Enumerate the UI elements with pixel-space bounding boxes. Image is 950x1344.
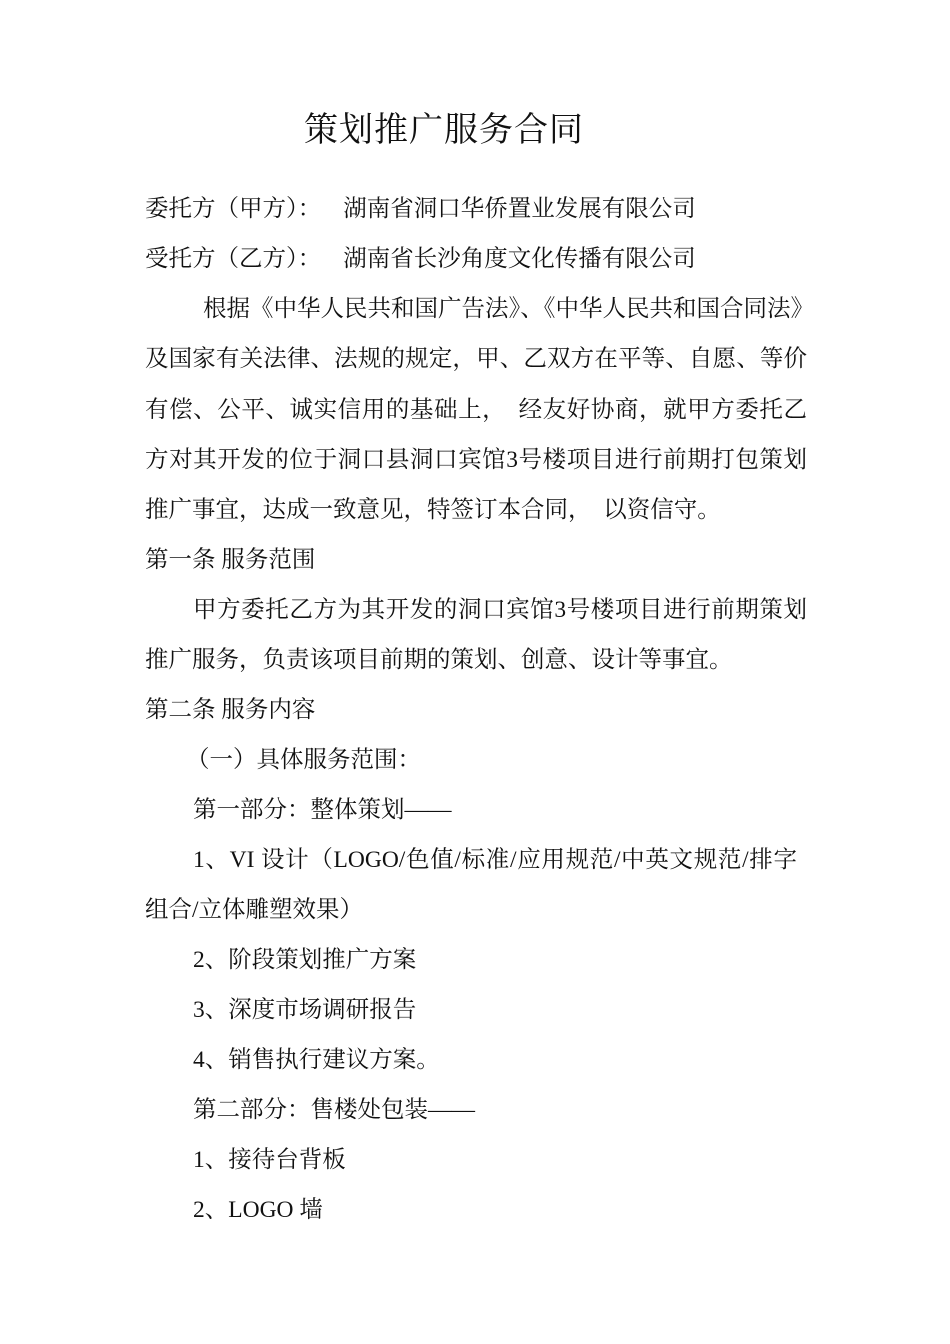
preamble-line: 及国家有关法律、法规的规定，甲、乙双方在平等、自愿、等价 [145, 346, 807, 372]
document-title: 策划推广服务合同 [304, 112, 584, 149]
agent-label: 受托方（乙方）： [145, 246, 322, 272]
part-1-item: 4、销售执行建议方案。 [193, 1047, 440, 1073]
preamble-line: 根据《中华人民共和国广告法》、《中华人民共和国合同法》 [203, 296, 814, 322]
agent-name: 湖南省长沙角度文化传播有限公司 [343, 246, 696, 272]
agent-party-line [145, 243, 696, 275]
part-1-item: 3、深度市场调研报告 [193, 997, 417, 1023]
article-1-body-line: 推广服务，负责该项目前期的策划、创意、设计等事宜。 [145, 647, 733, 673]
preamble-line: 有偿、公平、诚实信用的基础上， 经友好协商，就甲方委托乙 [145, 397, 807, 423]
part-2-item: 1、接待台背板 [193, 1147, 346, 1173]
part-1-item: 1、VI 设计（LOGO/色值/标准/应用规范/中英文规范/排字 [193, 847, 797, 873]
part-1-item: 组合/立体雕塑效果） [145, 897, 364, 923]
article-2-heading: 第二条 服务内容 [145, 697, 316, 723]
client-name: 湖南省洞口华侨置业发展有限公司 [343, 196, 696, 222]
client-label: 委托方（甲方）： [145, 196, 322, 222]
part-2-item: 2、LOGO 墙 [193, 1197, 323, 1223]
preamble-line: 推广事宜，达成一致意见，特签订本合同， 以资信守。 [145, 497, 721, 523]
scope-heading: （一）具体服务范围： [186, 747, 421, 773]
part-1-item: 2、阶段策划推广方案 [193, 947, 417, 973]
preamble-line: 方对其开发的位于洞口县洞口宾馆3号楼项目进行前期打包策划 [145, 447, 807, 473]
client-party-line [145, 193, 696, 225]
part-2-heading: 第二部分：售楼处包装—— [193, 1097, 475, 1123]
article-1-heading: 第一条 服务范围 [145, 547, 316, 573]
part-1-heading: 第一部分：整体策划—— [193, 797, 452, 823]
article-1-body-line: 甲方委托乙方为其开发的洞口宾馆3号楼项目进行前期策划 [193, 597, 807, 623]
